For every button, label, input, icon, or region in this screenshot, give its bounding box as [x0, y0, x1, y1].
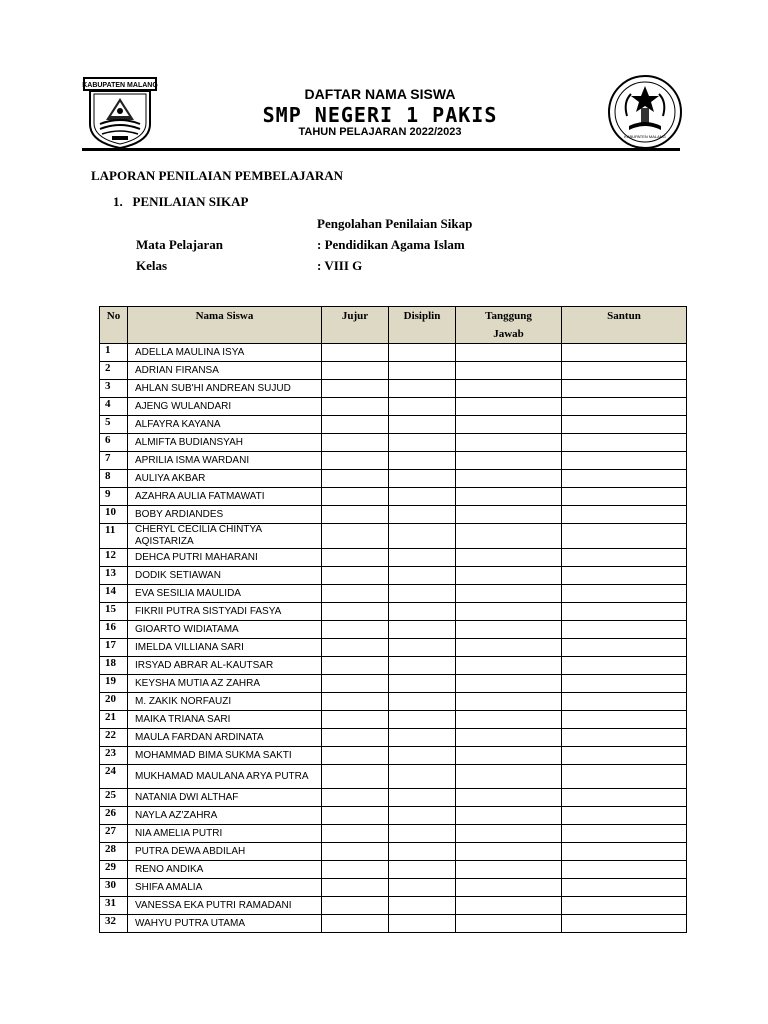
row-number: 24	[100, 765, 128, 789]
row-number: 6	[100, 434, 128, 452]
academic-year: TAHUN PELAJARAN 2022/2023	[298, 126, 462, 138]
santun-cell[interactable]	[562, 362, 687, 380]
jujur-cell[interactable]	[322, 567, 389, 585]
row-number: 2	[100, 362, 128, 380]
disiplin-cell[interactable]	[389, 915, 456, 933]
jujur-cell[interactable]	[322, 807, 389, 825]
student-name: CHERYL CECILIA CHINTYA AQISTARIZA	[128, 524, 322, 549]
row-number: 9	[100, 488, 128, 506]
row-number: 8	[100, 470, 128, 488]
table-row	[100, 506, 687, 524]
table-row	[100, 524, 687, 549]
tanggung-jawab-cell[interactable]	[456, 807, 562, 825]
tanggung-jawab-cell[interactable]	[456, 825, 562, 843]
santun-cell[interactable]	[562, 488, 687, 506]
jujur-cell[interactable]	[322, 434, 389, 452]
table-row	[100, 344, 687, 362]
student-name: NAYLA AZ'ZAHRA	[128, 807, 322, 825]
student-name: FIKRII PUTRA SISTYADI FASYA	[128, 603, 322, 621]
student-name: PUTRA DEWA ABDILAH	[128, 843, 322, 861]
tanggung-jawab-cell[interactable]	[456, 380, 562, 398]
table-row	[100, 603, 687, 621]
tanggung-jawab-cell[interactable]	[456, 470, 562, 488]
document-heading: DAFTAR NAMA SISWA	[304, 86, 456, 102]
table-row	[100, 765, 687, 789]
table-row	[100, 825, 687, 843]
table-row	[100, 747, 687, 765]
santun-cell[interactable]	[562, 843, 687, 861]
disiplin-cell[interactable]	[389, 765, 456, 789]
student-name: WAHYU PUTRA UTAMA	[128, 915, 322, 933]
student-name: RENO ANDIKA	[128, 861, 322, 879]
student-name: AJENG WULANDARI	[128, 398, 322, 416]
kabupaten-malang-logo	[82, 76, 158, 150]
header-name: Nama Siswa	[128, 307, 322, 344]
table-row	[100, 807, 687, 825]
tanggung-jawab-cell[interactable]	[456, 843, 562, 861]
table-row	[100, 434, 687, 452]
tanggung-jawab-cell[interactable]	[456, 657, 562, 675]
student-name: SHIFA AMALIA	[128, 879, 322, 897]
section-heading: 1. PENILAIAN SIKAP	[113, 194, 249, 209]
row-number: 19	[100, 675, 128, 693]
disiplin-cell[interactable]	[389, 380, 456, 398]
santun-cell[interactable]	[562, 915, 687, 933]
row-number: 30	[100, 879, 128, 897]
student-name: ADRIAN FIRANSA	[128, 362, 322, 380]
jujur-cell[interactable]	[322, 729, 389, 747]
disiplin-cell[interactable]	[389, 747, 456, 765]
row-number: 1	[100, 344, 128, 362]
student-name: IMELDA VILLIANA SARI	[128, 639, 322, 657]
santun-cell[interactable]	[562, 549, 687, 567]
tanggung-jawab-cell[interactable]	[456, 711, 562, 729]
row-number: 23	[100, 747, 128, 765]
tanggung-jawab-cell[interactable]	[456, 488, 562, 506]
row-number: 3	[100, 380, 128, 398]
disiplin-cell[interactable]	[389, 843, 456, 861]
jujur-cell[interactable]	[322, 657, 389, 675]
jujur-cell[interactable]	[322, 621, 389, 639]
svg-text:KABUPATEN MALANG: KABUPATEN MALANG	[82, 82, 158, 89]
tanggung-jawab-cell[interactable]	[456, 506, 562, 524]
report-subtitle: Pengolahan Penilaian Sikap	[317, 216, 473, 231]
santun-cell[interactable]	[562, 416, 687, 434]
santun-cell[interactable]	[562, 585, 687, 603]
disiplin-cell[interactable]	[389, 585, 456, 603]
header-tanggung-line1: Tanggung	[485, 310, 532, 322]
jujur-cell[interactable]	[322, 711, 389, 729]
table-row	[100, 657, 687, 675]
student-name: ADELLA MAULINA ISYA	[128, 344, 322, 362]
table-row	[100, 567, 687, 585]
disiplin-cell[interactable]	[389, 879, 456, 897]
disiplin-cell[interactable]	[389, 452, 456, 470]
row-number: 25	[100, 789, 128, 807]
tanggung-jawab-cell[interactable]	[456, 452, 562, 470]
jujur-cell[interactable]	[322, 470, 389, 488]
student-name: AHLAN SUB'HI ANDREAN SUJUD	[128, 380, 322, 398]
row-number: 27	[100, 825, 128, 843]
school-logo	[605, 72, 685, 152]
student-name: MAIKA TRIANA SARI	[128, 711, 322, 729]
jujur-cell[interactable]	[322, 549, 389, 567]
row-number: 32	[100, 915, 128, 933]
jujur-cell[interactable]	[322, 362, 389, 380]
jujur-cell[interactable]	[322, 825, 389, 843]
student-name: MOHAMMAD BIMA SUKMA SAKTI	[128, 747, 322, 765]
svg-text:KABUPATEN MALANG: KABUPATEN MALANG	[624, 134, 666, 139]
santun-cell[interactable]	[562, 729, 687, 747]
row-number: 21	[100, 711, 128, 729]
tanggung-jawab-cell[interactable]	[456, 861, 562, 879]
header-disiplin: Disiplin	[389, 307, 456, 344]
tanggung-jawab-cell[interactable]	[456, 789, 562, 807]
row-number: 14	[100, 585, 128, 603]
row-number: 20	[100, 693, 128, 711]
tanggung-jawab-cell[interactable]	[456, 434, 562, 452]
student-name: APRILIA ISMA WARDANI	[128, 452, 322, 470]
table-row	[100, 585, 687, 603]
student-name: VANESSA EKA PUTRI RAMADANI	[128, 897, 322, 915]
santun-cell[interactable]	[562, 452, 687, 470]
santun-cell[interactable]	[562, 639, 687, 657]
jujur-cell[interactable]	[322, 416, 389, 434]
disiplin-cell[interactable]	[389, 825, 456, 843]
student-name: KEYSHA MUTIA AZ ZAHRA	[128, 675, 322, 693]
student-name: BOBY ARDIANDES	[128, 506, 322, 524]
jujur-cell[interactable]	[322, 452, 389, 470]
jujur-cell[interactable]	[322, 344, 389, 362]
tanggung-jawab-cell[interactable]	[456, 729, 562, 747]
disiplin-cell[interactable]	[389, 897, 456, 915]
class-value: : VIII G	[317, 258, 363, 273]
tanggung-jawab-cell[interactable]	[456, 765, 562, 789]
disiplin-cell[interactable]	[389, 488, 456, 506]
santun-cell[interactable]	[562, 711, 687, 729]
santun-cell[interactable]	[562, 434, 687, 452]
tanggung-jawab-cell[interactable]	[456, 344, 562, 362]
santun-cell[interactable]	[562, 807, 687, 825]
table-header-row	[100, 307, 687, 344]
jujur-cell[interactable]	[322, 380, 389, 398]
santun-cell[interactable]	[562, 603, 687, 621]
student-name: DODIK SETIAWAN	[128, 567, 322, 585]
tanggung-jawab-cell[interactable]	[456, 585, 562, 603]
header-jujur: Jujur	[322, 307, 389, 344]
student-name: ALMIFTA BUDIANSYAH	[128, 434, 322, 452]
table-row	[100, 711, 687, 729]
santun-cell[interactable]	[562, 398, 687, 416]
disiplin-cell[interactable]	[389, 603, 456, 621]
tanggung-jawab-cell[interactable]	[456, 915, 562, 933]
student-name: MUKHAMAD MAULANA ARYA PUTRA	[128, 765, 322, 789]
disiplin-cell[interactable]	[389, 861, 456, 879]
table-row	[100, 897, 687, 915]
disiplin-cell[interactable]	[389, 675, 456, 693]
student-name: NIA AMELIA PUTRI	[128, 825, 322, 843]
tanggung-jawab-cell[interactable]	[456, 362, 562, 380]
disiplin-cell[interactable]	[389, 807, 456, 825]
santun-cell[interactable]	[562, 861, 687, 879]
tanggung-jawab-cell[interactable]	[456, 747, 562, 765]
header-tanggung-jawab	[456, 307, 562, 344]
table-row	[100, 549, 687, 567]
jujur-cell[interactable]	[322, 765, 389, 789]
header-divider	[82, 148, 680, 151]
jujur-cell[interactable]	[322, 639, 389, 657]
jujur-cell[interactable]	[322, 897, 389, 915]
tanggung-jawab-cell[interactable]	[456, 897, 562, 915]
student-name: NATANIA DWI ALTHAF	[128, 789, 322, 807]
student-name: AULIYA AKBAR	[128, 470, 322, 488]
table-row	[100, 416, 687, 434]
table-row	[100, 621, 687, 639]
disiplin-cell[interactable]	[389, 470, 456, 488]
santun-cell[interactable]	[562, 789, 687, 807]
tanggung-jawab-cell[interactable]	[456, 675, 562, 693]
row-number: 15	[100, 603, 128, 621]
table-row	[100, 675, 687, 693]
santun-cell[interactable]	[562, 765, 687, 789]
tanggung-jawab-cell[interactable]	[456, 879, 562, 897]
jujur-cell[interactable]	[322, 747, 389, 765]
disiplin-cell[interactable]	[389, 693, 456, 711]
header-tanggung-line2: Jawab	[493, 328, 524, 340]
disiplin-cell[interactable]	[389, 434, 456, 452]
table-row	[100, 380, 687, 398]
santun-cell[interactable]	[562, 524, 687, 549]
row-number: 17	[100, 639, 128, 657]
disiplin-cell[interactable]	[389, 657, 456, 675]
disiplin-cell[interactable]	[389, 344, 456, 362]
row-number: 5	[100, 416, 128, 434]
report-title: LAPORAN PENILAIAN PEMBELAJARAN	[91, 168, 344, 183]
row-number: 13	[100, 567, 128, 585]
table-row	[100, 789, 687, 807]
santun-cell[interactable]	[562, 344, 687, 362]
tanggung-jawab-cell[interactable]	[456, 567, 562, 585]
santun-cell[interactable]	[562, 747, 687, 765]
disiplin-cell[interactable]	[389, 524, 456, 549]
subject-label: Mata Pelajaran	[136, 237, 224, 252]
student-name: M. ZAKIK NORFAUZI	[128, 693, 322, 711]
school-name: SMP NEGERI 1 PAKIS	[262, 103, 498, 127]
jujur-cell[interactable]	[322, 675, 389, 693]
class-label: Kelas	[136, 258, 168, 273]
disiplin-cell[interactable]	[389, 789, 456, 807]
student-name: IRSYAD ABRAR AL-KAUTSAR	[128, 657, 322, 675]
santun-cell[interactable]	[562, 506, 687, 524]
santun-cell[interactable]	[562, 657, 687, 675]
row-number: 7	[100, 452, 128, 470]
santun-cell[interactable]	[562, 621, 687, 639]
disiplin-cell[interactable]	[389, 621, 456, 639]
jujur-cell[interactable]	[322, 789, 389, 807]
student-name: MAULA FARDAN ARDINATA	[128, 729, 322, 747]
row-number: 10	[100, 506, 128, 524]
table-row	[100, 693, 687, 711]
row-number: 16	[100, 621, 128, 639]
table-row	[100, 470, 687, 488]
santun-cell[interactable]	[562, 693, 687, 711]
disiplin-cell[interactable]	[389, 711, 456, 729]
jujur-cell[interactable]	[322, 915, 389, 933]
jujur-cell[interactable]	[322, 398, 389, 416]
table-row	[100, 729, 687, 747]
table-row	[100, 398, 687, 416]
row-number: 28	[100, 843, 128, 861]
tanggung-jawab-cell[interactable]	[456, 524, 562, 549]
jujur-cell[interactable]	[322, 585, 389, 603]
santun-cell[interactable]	[562, 675, 687, 693]
jujur-cell[interactable]	[322, 879, 389, 897]
disiplin-cell[interactable]	[389, 549, 456, 567]
santun-cell[interactable]	[562, 897, 687, 915]
disiplin-cell[interactable]	[389, 398, 456, 416]
row-number: 12	[100, 549, 128, 567]
tanggung-jawab-cell[interactable]	[456, 603, 562, 621]
jujur-cell[interactable]	[322, 603, 389, 621]
jujur-cell[interactable]	[322, 843, 389, 861]
header-no: No	[100, 307, 128, 344]
student-name: DEHCA PUTRI MAHARANI	[128, 549, 322, 567]
student-name: GIOARTO WIDIATAMA	[128, 621, 322, 639]
jujur-cell[interactable]	[322, 693, 389, 711]
student-name: ALFAYRA KAYANA	[128, 416, 322, 434]
santun-cell[interactable]	[562, 879, 687, 897]
jujur-cell[interactable]	[322, 506, 389, 524]
row-number: 29	[100, 861, 128, 879]
header-santun: Santun	[562, 307, 687, 344]
santun-cell[interactable]	[562, 380, 687, 398]
santun-cell[interactable]	[562, 825, 687, 843]
santun-cell[interactable]	[562, 567, 687, 585]
table-row	[100, 915, 687, 933]
row-number: 31	[100, 897, 128, 915]
table-row	[100, 639, 687, 657]
row-number: 26	[100, 807, 128, 825]
jujur-cell[interactable]	[322, 488, 389, 506]
table-row	[100, 362, 687, 380]
disiplin-cell[interactable]	[389, 639, 456, 657]
tanggung-jawab-cell[interactable]	[456, 693, 562, 711]
tanggung-jawab-cell[interactable]	[456, 416, 562, 434]
table-row	[100, 452, 687, 470]
row-number: 18	[100, 657, 128, 675]
tanggung-jawab-cell[interactable]	[456, 549, 562, 567]
row-number: 4	[100, 398, 128, 416]
jujur-cell[interactable]	[322, 524, 389, 549]
student-name: EVA SESILIA MAULIDA	[128, 585, 322, 603]
table-row	[100, 488, 687, 506]
student-name: AZAHRA AULIA FATMAWATI	[128, 488, 322, 506]
disiplin-cell[interactable]	[389, 729, 456, 747]
disiplin-cell[interactable]	[389, 416, 456, 434]
jujur-cell[interactable]	[322, 861, 389, 879]
disiplin-cell[interactable]	[389, 362, 456, 380]
santun-cell[interactable]	[562, 470, 687, 488]
row-number: 22	[100, 729, 128, 747]
disiplin-cell[interactable]	[389, 567, 456, 585]
table-row	[100, 843, 687, 861]
tanggung-jawab-cell[interactable]	[456, 621, 562, 639]
disiplin-cell[interactable]	[389, 506, 456, 524]
subject-value: : Pendidikan Agama Islam	[317, 237, 465, 252]
row-number: 11	[100, 524, 128, 549]
table-row	[100, 861, 687, 879]
table-row	[100, 879, 687, 897]
attitude-assessment-table	[99, 306, 687, 933]
tanggung-jawab-cell[interactable]	[456, 639, 562, 657]
tanggung-jawab-cell[interactable]	[456, 398, 562, 416]
